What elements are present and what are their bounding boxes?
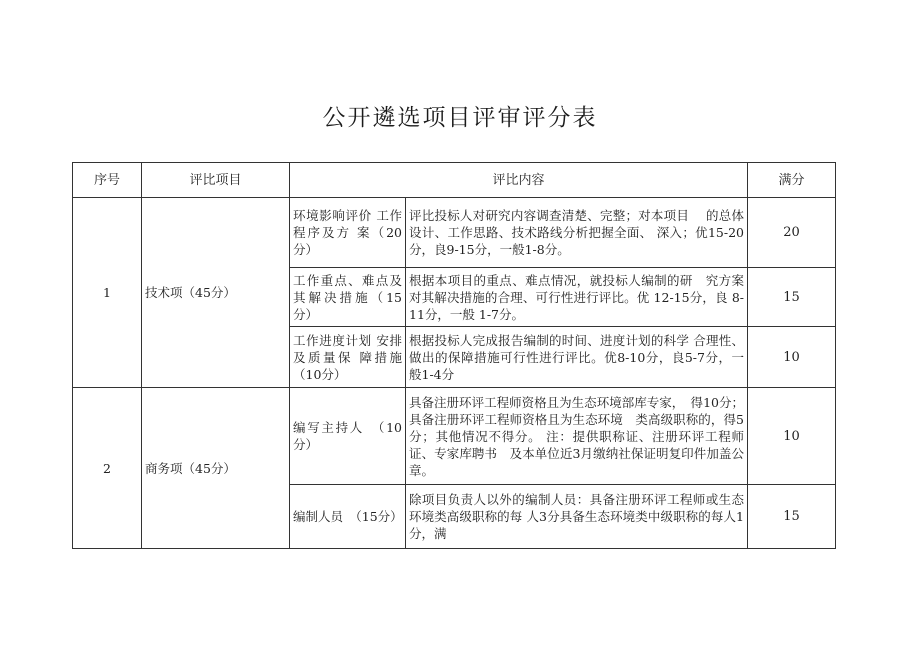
criteria-content: 具备注册环评工程师资格且为生态环境部库专家， 得10分；具备注册环评工程师资格且为生态环境 类高级职称的，得5分；其他情况不得分。 注：提供职称证、注册环评工程师证、专家库聘书 及本单位近3月缴纳社保证明复印件加盖公章。 — [406, 388, 748, 485]
full-score: 15 — [748, 485, 836, 549]
group-number: 2 — [73, 388, 142, 549]
scoring-table — [72, 162, 836, 549]
group-item: 商务项（45分） — [142, 388, 290, 549]
header-item: 评比项目 — [142, 163, 290, 198]
header-full-score: 满分 — [748, 163, 836, 198]
table-header-row — [73, 163, 836, 198]
sub-item: 工作重点、难点及其解决措施（15分） — [290, 268, 406, 327]
full-score: 20 — [748, 198, 836, 268]
page-title: 公开遴选项目评审评分表 — [322, 105, 598, 131]
sub-item: 编制人员 （15分） — [290, 485, 406, 549]
criteria-content: 根据本项目的重点、难点情况，就投标人编制的研 究方案对其解决措施的合理、可行性进行评比。优 12-15分，良 8-11分，一般 1-7分。 — [406, 268, 748, 327]
full-score: 10 — [748, 388, 836, 485]
group-number: 1 — [73, 198, 142, 388]
sub-item: 编写主持人 （10分） — [290, 388, 406, 485]
header-content: 评比内容 — [290, 163, 748, 198]
sub-item: 环境影响评价 工作程序及方 案（20分） — [290, 198, 406, 268]
group-item: 技术项（45分） — [142, 198, 290, 388]
criteria-content: 评比投标人对研究内容调查清楚、完整；对本项目 的总体设计、工作思路、技术路线分析把握全面、 深入；优15-20分，良9-15分，一般1-8分。 — [406, 198, 748, 268]
table-row — [73, 198, 836, 268]
criteria-content: 除项目负责人以外的编制人员：具备注册环评工程师或生态环境类高级职称的每 人3分具备生态环境类中级职称的每人1分，满 — [406, 485, 748, 549]
sub-item: 工作进度计划 安排及质量保 障措施（10分） — [290, 327, 406, 388]
criteria-content: 根据投标人完成报告编制的时间、进度计划的科学 合理性、做出的保障措施可行性进行评比。优8-10分，良5-7分，一般1-4分 — [406, 327, 748, 388]
header-no: 序号 — [73, 163, 142, 198]
table-row — [73, 388, 836, 485]
full-score: 15 — [748, 268, 836, 327]
full-score: 10 — [748, 327, 836, 388]
